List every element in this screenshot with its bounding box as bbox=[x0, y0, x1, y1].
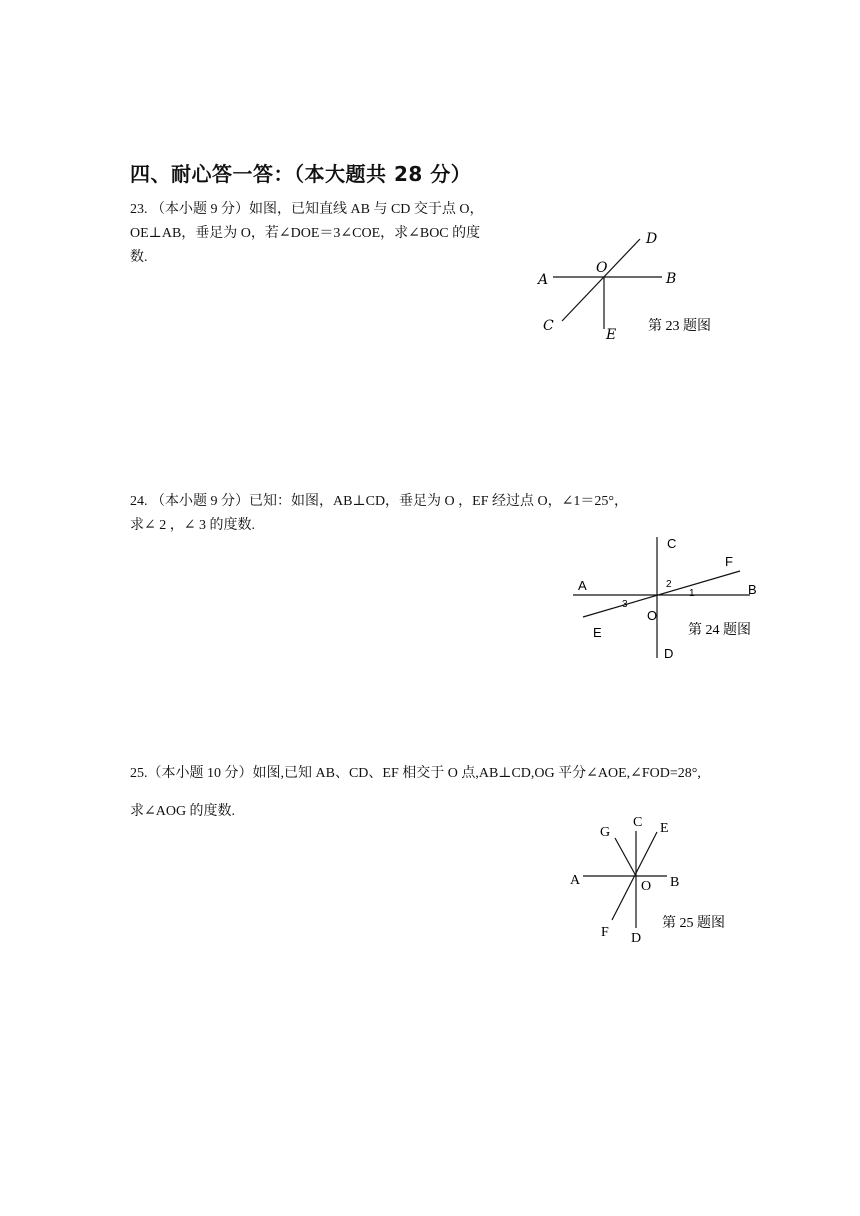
label-f: F bbox=[601, 925, 609, 940]
label-d: D bbox=[664, 646, 674, 661]
label-o: O bbox=[641, 879, 652, 894]
label-d: D bbox=[631, 931, 642, 946]
question-23 bbox=[130, 198, 530, 270]
angle-1-label: 1 bbox=[689, 588, 695, 599]
section-title: 四、耐心答一答：（本大题共 28 分） bbox=[130, 162, 472, 186]
label-b: B bbox=[748, 582, 757, 597]
label-c: C bbox=[633, 815, 643, 830]
question-24-line-1: 24. （本小题 9 分）已知：如图，AB⊥CD，垂足为 O ，EF 经过点 O，∠1＝25°， bbox=[130, 494, 628, 509]
label-o: O bbox=[647, 608, 658, 623]
question-24-line-2: 求∠ 2 ，∠ 3 的度数. bbox=[130, 518, 255, 533]
label-f: F bbox=[725, 554, 733, 569]
label-a: A bbox=[570, 873, 581, 888]
label-c: C bbox=[543, 318, 554, 334]
figure-23-caption: 第 23 题图 bbox=[648, 319, 711, 334]
figure-25-caption: 第 25 题图 bbox=[662, 916, 725, 931]
label-c: C bbox=[667, 536, 677, 551]
label-a: A bbox=[538, 272, 549, 288]
figure-24-caption: 第 24 题图 bbox=[688, 623, 751, 638]
label-e: E bbox=[660, 821, 669, 836]
question-25-line-2: 求∠AOG 的度数. bbox=[130, 804, 236, 819]
question-23-line-2: OE⊥AB，垂足为 O，若∠DOE＝3∠COE，求∠BOC 的度 bbox=[130, 226, 481, 241]
ray-og bbox=[615, 838, 636, 876]
label-a: A bbox=[578, 578, 587, 593]
label-o: O bbox=[596, 260, 608, 276]
label-e: E bbox=[606, 327, 617, 343]
figure-24 bbox=[565, 530, 780, 670]
label-e: E bbox=[593, 625, 602, 640]
label-b: B bbox=[670, 875, 680, 890]
question-25-line-1: 25.（本小题 10 分）如图,已知 AB、CD、EF 相交于 O 点,AB⊥CD,OG 平分∠AOE,∠FOD=28°, bbox=[130, 766, 701, 781]
label-b: B bbox=[666, 271, 677, 287]
question-23-line-3: 数. bbox=[130, 250, 148, 265]
figure-23 bbox=[530, 225, 730, 350]
figure-25 bbox=[565, 808, 755, 948]
question-23-line-1: 23. （本小题 9 分）如图，已知直线 AB 与 CD 交于点 O， bbox=[130, 202, 484, 217]
label-d: D bbox=[646, 231, 658, 247]
angle-2-label: 2 bbox=[666, 579, 672, 590]
label-g: G bbox=[600, 825, 611, 840]
line-cd bbox=[562, 239, 640, 321]
line-ef bbox=[583, 571, 740, 617]
angle-3-label: 3 bbox=[622, 599, 628, 610]
